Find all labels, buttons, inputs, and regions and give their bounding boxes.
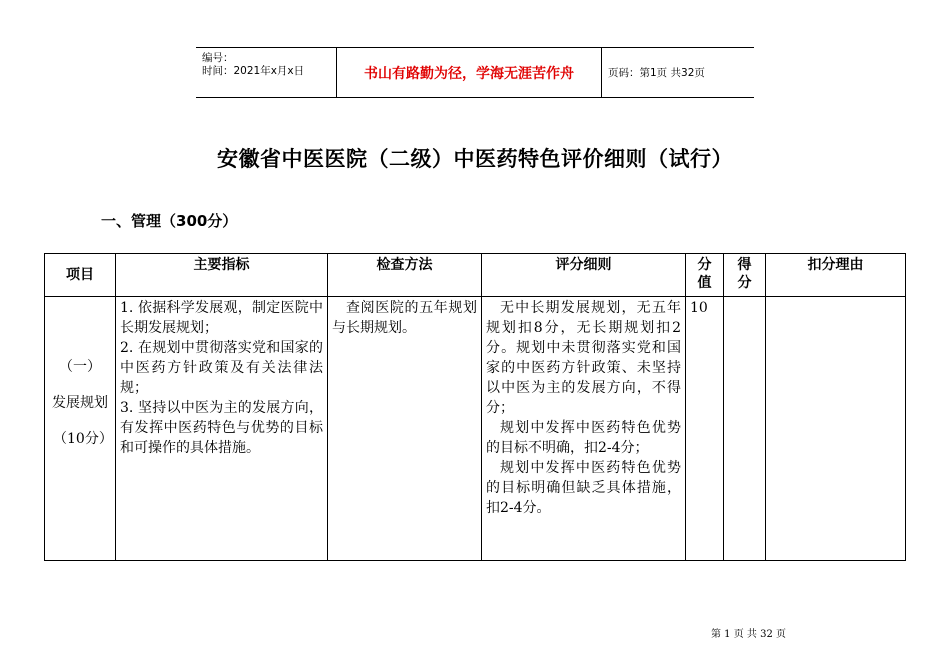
- header-meta: [196, 48, 336, 97]
- header-motto: 书山有路勤为径，学海无涯苦作舟: [336, 48, 602, 97]
- header-reason: 扣分理由: [766, 254, 906, 297]
- cell-criteria: [482, 297, 686, 561]
- table-header-row: [45, 254, 906, 297]
- cell-earned: [724, 297, 766, 561]
- section-heading: 一、管理（300分）: [101, 212, 238, 230]
- header-method: 检查方法: [328, 254, 482, 297]
- project-points: （10分）: [53, 431, 113, 447]
- number-label: 编号：: [202, 52, 234, 64]
- evaluation-table: [44, 253, 906, 561]
- table-row: [45, 297, 906, 561]
- time-label: 时间：2021年x月x日: [202, 65, 305, 77]
- header-project: 项目: [45, 254, 116, 297]
- cell-indicator: [116, 297, 328, 561]
- document-title: 安徽省中医医院（二级）中医药特色评价细则（试行）: [217, 147, 733, 171]
- indicator-item-1: 1. 依据科学发展观，制定医院中长期发展规划；: [120, 300, 323, 336]
- criteria-item-1: 无中长期发展规划，无五年规划扣8分，无长期规划扣2分。规划中未贯彻落实党和国家的中医药方针政策、未坚持以中医为主的发展方向，不得分；: [486, 300, 681, 416]
- page-footer: 第 1 页 共 32 页: [711, 629, 786, 640]
- cell-score: [686, 297, 724, 561]
- project-name: 发展规划: [52, 395, 108, 411]
- method-text: 查阅医院的五年规划与长期规划。: [332, 300, 477, 336]
- document-header: [196, 47, 754, 98]
- score-value: 10: [690, 300, 708, 316]
- cell-reason: [766, 297, 906, 561]
- cell-project: [45, 297, 116, 561]
- indicator-item-2: 2. 在规划中贯彻落实党和国家的中医药方针政策及有关法律法规；: [120, 340, 323, 396]
- header-indicator: 主要指标: [116, 254, 328, 297]
- header-earned: 得分: [724, 254, 766, 297]
- header-criteria: 评分细则: [482, 254, 686, 297]
- header-page-label: 页码：第1页 共32页: [608, 67, 705, 79]
- criteria-item-2: 规划中发挥中医药特色优势的目标不明确，扣2-4分；: [486, 420, 681, 456]
- cell-method: [328, 297, 482, 561]
- header-score: 分值: [686, 254, 724, 297]
- criteria-item-3: 规划中发挥中医药特色优势的目标明确但缺乏具体措施，扣2-4分。: [486, 460, 681, 516]
- indicator-item-3: 3. 坚持以中医为主的发展方向，有发挥中医药特色与优势的目标和可操作的具体措施。: [120, 400, 323, 456]
- project-number: （一）: [59, 359, 101, 375]
